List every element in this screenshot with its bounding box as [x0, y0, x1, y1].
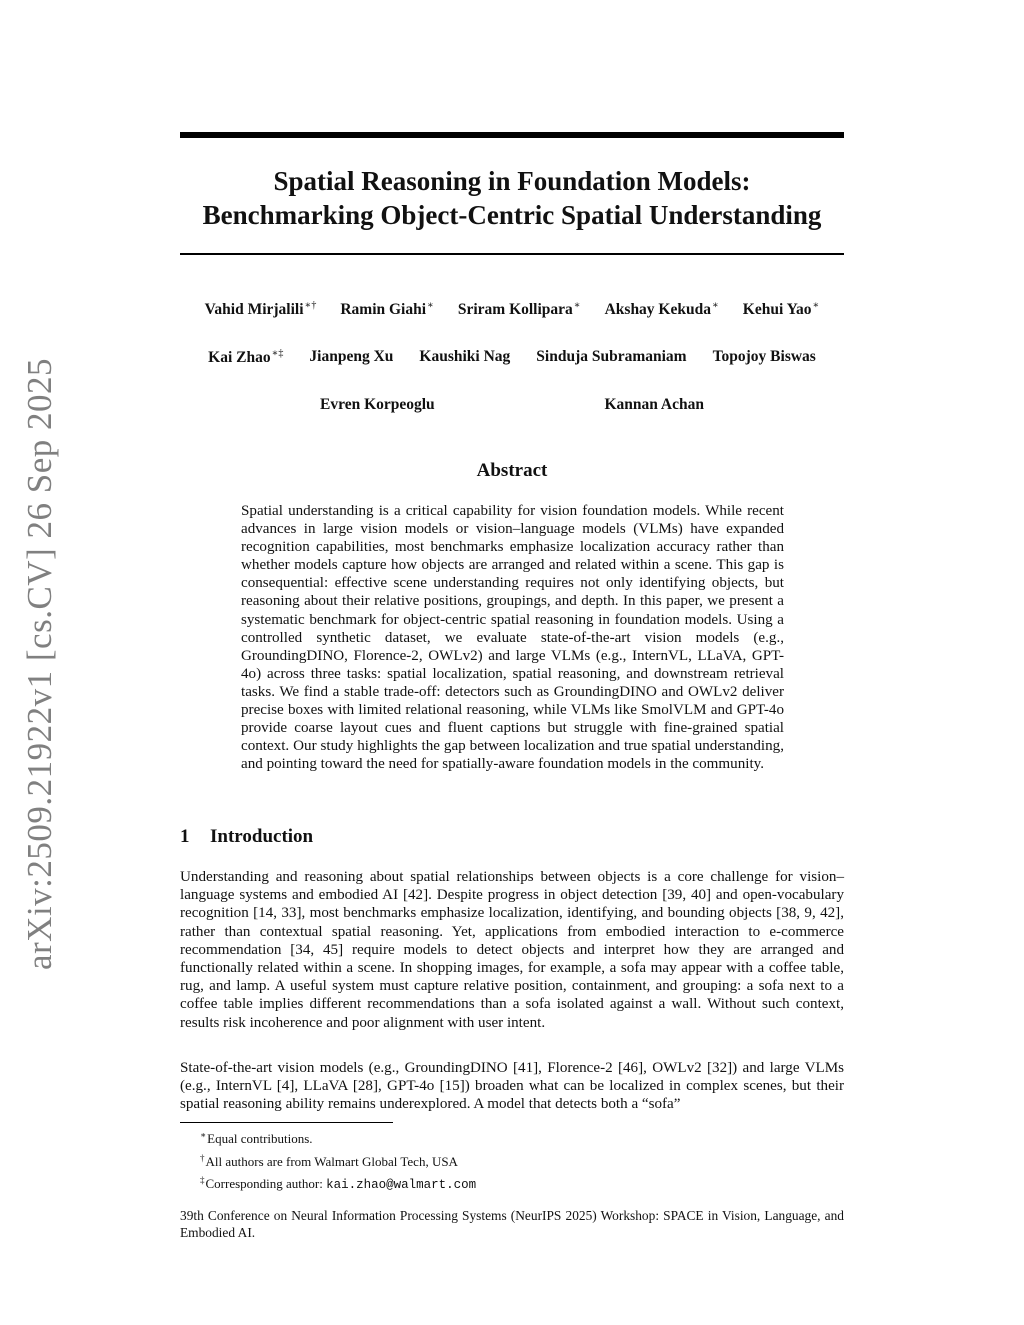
- footnote-text: Equal contributions.: [207, 1131, 313, 1146]
- author-name: Kannan Achan: [604, 396, 704, 413]
- author-name: Jianpeng Xu: [309, 348, 394, 365]
- abstract-body: Spatial understanding is a critical capability for vision foundation models. While recent advances in large vision models or vision–language models (VLMs) have expanded recognition capabilities, most benchmarks emphasize localization accuracy rather than whether models capture how objects are arranged and related within a scene. This gap is consequential: effective scene understanding requires not only identifying objects, but reasoning about their relative positions, groupings, and depth. In this paper, we present a systematic benchmark for object-centric spatial reasoning in foundation models. Using a controlled synthetic dataset, we evaluate state-of-the-art vision models (e.g., GroundingDINO, Florence-2, OWLv2) and large VLMs (e.g., InternVL, LLaVA, GPT-4o) across three tasks: spatial localization, spatial reasoning, and downstream retrieval tasks. We find a stable trade-off: detectors such as GroundingDINO and OWLv2 deliver precise boxes with limited relational reasoning, while VLMs like SmolVLM and GPT-4o provide coarse layout cues and fluent captions but struggle with fine-grained spatial context. Our study highlights the gap between localization and true spatial understanding, and pointing toward the need for spatially-aware foundation models in the community.: [241, 503, 784, 773]
- author: [604, 396, 704, 414]
- body-paragraph: Understanding and reasoning about spatial relationships between objects is a core challenge for vision–language systems and embodied AI [42]. Despite progress in object detection [39, 40] and open-vocabulary recognition [14, 33], most benchmarks emphasize localization, identifying, and bounding objects [38, 9, 42], rather than contextual spatial reasoning. Yet, applications from embodied interaction to e-commerce recommendation [34, 45] require models to detect objects and interpret how they are arranged and functionally related within a scene. In shopping images, for example, a sofa may appear with a coffee table, rug, and lamp. A useful system must capture relative position, containment, and grouping: a sofa next to a coffee table implies different recommendations than a sofa isolated against a wall. Without such context, results risk incoherence and poor alignment with user intent.: [180, 869, 844, 1031]
- footnote-text: All authors are from Walmart Global Tech, USA: [205, 1153, 458, 1169]
- title-rule-bottom: [180, 253, 844, 255]
- author: [309, 348, 393, 367]
- author-name: Akshay Kekuda: [604, 301, 711, 318]
- author-affiliation-mark: ∗: [573, 300, 581, 311]
- author-name: Topojoy Biswas: [712, 348, 816, 365]
- footnote-mark: ∗: [200, 1130, 207, 1140]
- author-affiliation-mark: ∗: [711, 300, 719, 311]
- author-row-1: [180, 300, 844, 319]
- footnotes: [200, 1126, 476, 1195]
- author-name: Sinduja Subramaniam: [536, 348, 687, 365]
- corresponding-email-link[interactable]: kai.zhao@walmart.com: [326, 1178, 477, 1192]
- section-title: Introduction: [210, 826, 314, 847]
- author: [208, 348, 283, 367]
- arxiv-identifier-stamp[interactable]: arXiv:2509.21922v1 [cs.CV] 26 Sep 2025: [20, 357, 59, 971]
- author-affiliation-mark: ∗†: [304, 300, 317, 311]
- section-heading-introduction: [180, 826, 313, 848]
- conference-note: 39th Conference on Neural Information Processing Systems (NeurIPS 2025) Workshop: SPACE in Vision, Language, and Embodied AI.: [180, 1208, 844, 1240]
- author: [458, 300, 581, 319]
- title-rule-top: [180, 132, 844, 138]
- author-affiliation-mark: ∗‡: [271, 348, 284, 359]
- footnote: [200, 1149, 476, 1172]
- author-name: Ramin Giahi: [340, 301, 427, 318]
- author: [713, 348, 816, 367]
- title-line-2: Benchmarking Object-Centric Spatial Understanding: [202, 200, 822, 230]
- author-name: Kai Zhao: [208, 349, 271, 366]
- paper-title: [180, 164, 844, 232]
- footnote: [200, 1171, 476, 1195]
- footnote-rule: [180, 1122, 393, 1123]
- footnote-text: Corresponding author:: [205, 1176, 327, 1191]
- author: [536, 348, 686, 367]
- author-name: Vahid Mirjalili: [204, 301, 304, 318]
- body-paragraph: State-of-the-art vision models (e.g., GroundingDINO [41], Florence-2 [46], OWLv2 [32]) and large VLMs (e.g., InternVL [4], LLaVA [28], GPT-4o [15]) broaden what can be localized in complex scenes, but their spatial reasoning ability remains underexplored. A model that detects both a “sofa”: [180, 1060, 844, 1113]
- author: [419, 348, 510, 367]
- author-affiliation-mark: ∗: [812, 300, 820, 311]
- author: [743, 300, 820, 319]
- author: [340, 300, 434, 319]
- author-row-2: [180, 348, 844, 367]
- author: [205, 300, 317, 319]
- title-line-1: Spatial Reasoning in Foundation Models:: [273, 166, 751, 196]
- footnote-mark: ‡: [200, 1175, 205, 1185]
- author-name: Kehui Yao: [742, 301, 812, 318]
- author: [320, 396, 435, 414]
- section-number: 1: [180, 826, 190, 847]
- footnote-mark: †: [200, 1152, 205, 1163]
- footnote: [200, 1126, 476, 1149]
- abstract-heading: Abstract: [476, 460, 548, 481]
- author-name: Sriram Kollipara: [457, 301, 573, 318]
- author-affiliation-mark: ∗: [427, 300, 434, 311]
- author-row-3: [320, 396, 704, 414]
- author: [605, 300, 719, 319]
- author-name: Evren Korpeoglu: [320, 396, 435, 413]
- author-name: Kaushiki Nag: [419, 348, 511, 365]
